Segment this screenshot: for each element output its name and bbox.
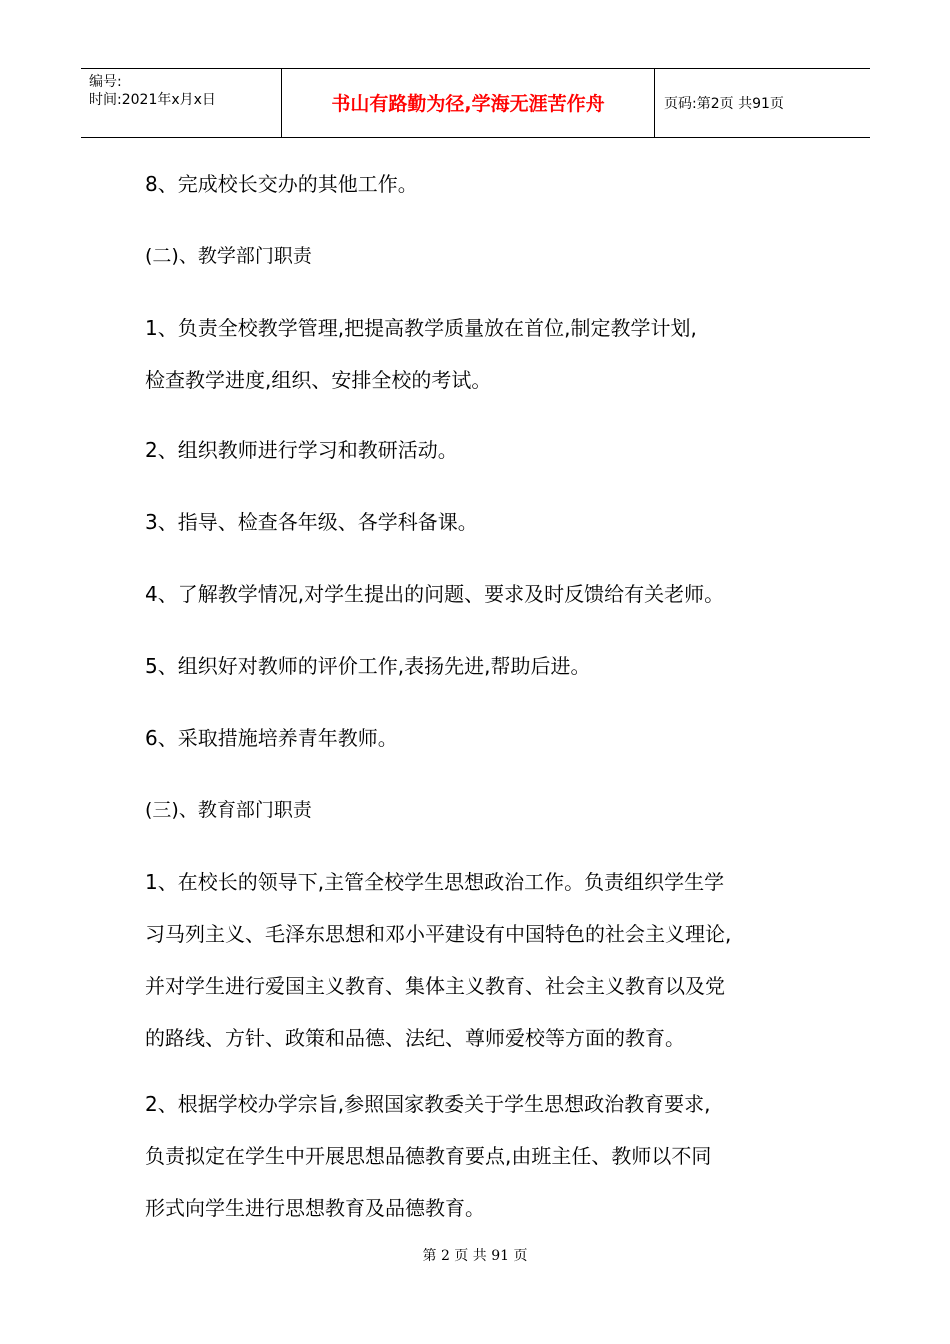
header-meta-cell xyxy=(81,69,281,137)
paragraph-teaching-3 xyxy=(145,496,825,548)
paragraph-education-2 xyxy=(145,1078,825,1234)
paragraph-line: 1、负责全校教学管理,把提高教学质量放在首位,制定教学计划, xyxy=(145,316,697,340)
section-heading-text: (二)、教学部门职责 xyxy=(145,245,312,267)
document-header xyxy=(81,68,870,138)
paragraph-line: 4、了解教学情况,对学生提出的问题、要求及时反馈给有关老师。 xyxy=(145,582,725,606)
section-heading-teaching xyxy=(145,230,825,282)
header-motto: 书山有路勤为径,学海无涯苦作舟 xyxy=(331,93,605,115)
header-page-cell xyxy=(654,69,870,137)
section-heading-education xyxy=(145,784,825,836)
paragraph-line: 1、在校长的领导下,主管全校学生思想政治工作。负责组织学生学 xyxy=(145,870,725,894)
paragraph-teaching-6 xyxy=(145,712,825,764)
section-heading-text: (三)、教育部门职责 xyxy=(145,799,312,821)
paragraph-line: 形式向学生进行思想教育及品德教育。 xyxy=(145,1196,485,1220)
paragraph-teaching-5 xyxy=(145,640,825,692)
paragraph-item-8 xyxy=(145,158,825,210)
document-date: 时间:2021年x月x日 xyxy=(89,92,216,108)
paragraph-line: 2、根据学校办学宗旨,参照国家教委关于学生思想政治教育要求, xyxy=(145,1092,711,1116)
paragraph-teaching-1 xyxy=(145,302,825,406)
paragraph-teaching-4 xyxy=(145,568,825,620)
header-motto-cell xyxy=(281,69,655,137)
paragraph-education-1 xyxy=(145,856,825,1064)
header-page-info: 页码:第2页 共91页 xyxy=(664,96,784,112)
paragraph-line: 负责拟定在学生中开展思想品德教育要点,由班主任、教师以不同 xyxy=(145,1144,712,1168)
paragraph-line: 8、完成校长交办的其他工作。 xyxy=(145,172,418,196)
document-number-label: 编号: xyxy=(89,74,122,90)
paragraph-line: 5、组织好对教师的评价工作,表扬先进,帮助后进。 xyxy=(145,654,591,678)
paragraph-line: 3、指导、检查各年级、各学科备课。 xyxy=(145,510,478,534)
paragraph-line: 6、采取措施培养青年教师。 xyxy=(145,726,398,750)
paragraph-line: 习马列主义、毛泽东思想和邓小平建设有中国特色的社会主义理论, xyxy=(145,922,732,946)
page-footer: 第 2 页 共 91 页 xyxy=(422,1248,528,1264)
paragraph-line: 的路线、方针、政策和品德、法纪、尊师爱校等方面的教育。 xyxy=(145,1026,685,1050)
paragraph-line: 检查教学进度,组织、安排全校的考试。 xyxy=(145,368,492,392)
paragraph-line: 2、组织教师进行学习和教研活动。 xyxy=(145,438,458,462)
paragraph-teaching-2 xyxy=(145,424,825,476)
paragraph-line: 并对学生进行爱国主义教育、集体主义教育、社会主义教育以及党 xyxy=(145,974,725,998)
